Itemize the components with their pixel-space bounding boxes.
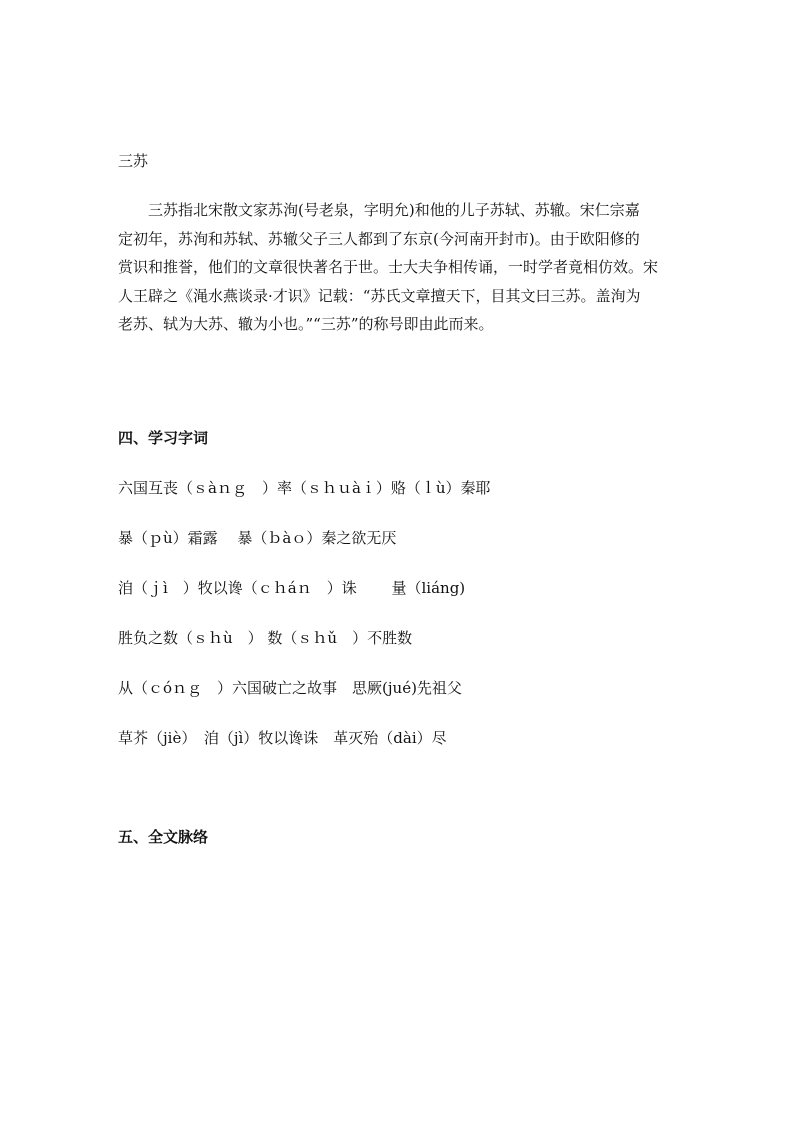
- paragraph-line: 三苏指北宋散文家苏洵(号老泉，字明允)和他的儿子苏轼、苏辙。宋仁宗嘉: [118, 201, 640, 219]
- paragraph-line: 人王辟之《渑水燕谈录·才识》记载：“苏氏文章擅天下，目其文曰三苏。盖洵为: [118, 286, 641, 305]
- vocab-row: 六国互丧（ｓàｎｇ ）率（ｓｈｕàｉ）赂（ｌù）秦耶: [118, 479, 491, 497]
- paragraph-line: 老苏、轼为大苏、辙为小也。”“三苏”的称号即由此而来。: [118, 315, 494, 333]
- vocab-row: 胜负之数（ｓｈù ） 数（ｓｈǔ ）不胜数: [118, 629, 413, 647]
- paragraph-line: 定初年，苏洵和苏轼、苏辙父子三人都到了东京(今河南开封市)。由于欧阳修的: [118, 229, 640, 248]
- section-title-sansu: 三苏: [118, 152, 149, 170]
- heading-study-words: 四、学习字词: [118, 429, 209, 447]
- heading-full-text-outline: 五、全文脉络: [118, 828, 209, 846]
- vocab-row: 暴（ｐù）霜露 暴（ｂàｏ）秦之欲无厌: [118, 529, 397, 547]
- paragraph-line: 赏识和推誉，他们的文章很快著名于世。士大夫争相传诵，一时学者竟相仿效。宋: [118, 258, 659, 276]
- vocab-row: 草芥（jiè） 洎（jì）牧以谗诛 革灭殆（dài）尽: [118, 729, 447, 747]
- sansu-paragraph: [118, 196, 676, 339]
- vocab-row: 从（ｃóｎｇ ）六国破亡之故事 思厥(jué)先祖父: [118, 679, 462, 697]
- vocab-row: 洎（ｊì ）牧以谗（ｃｈáｎ ）诛 量（liáng): [118, 579, 466, 597]
